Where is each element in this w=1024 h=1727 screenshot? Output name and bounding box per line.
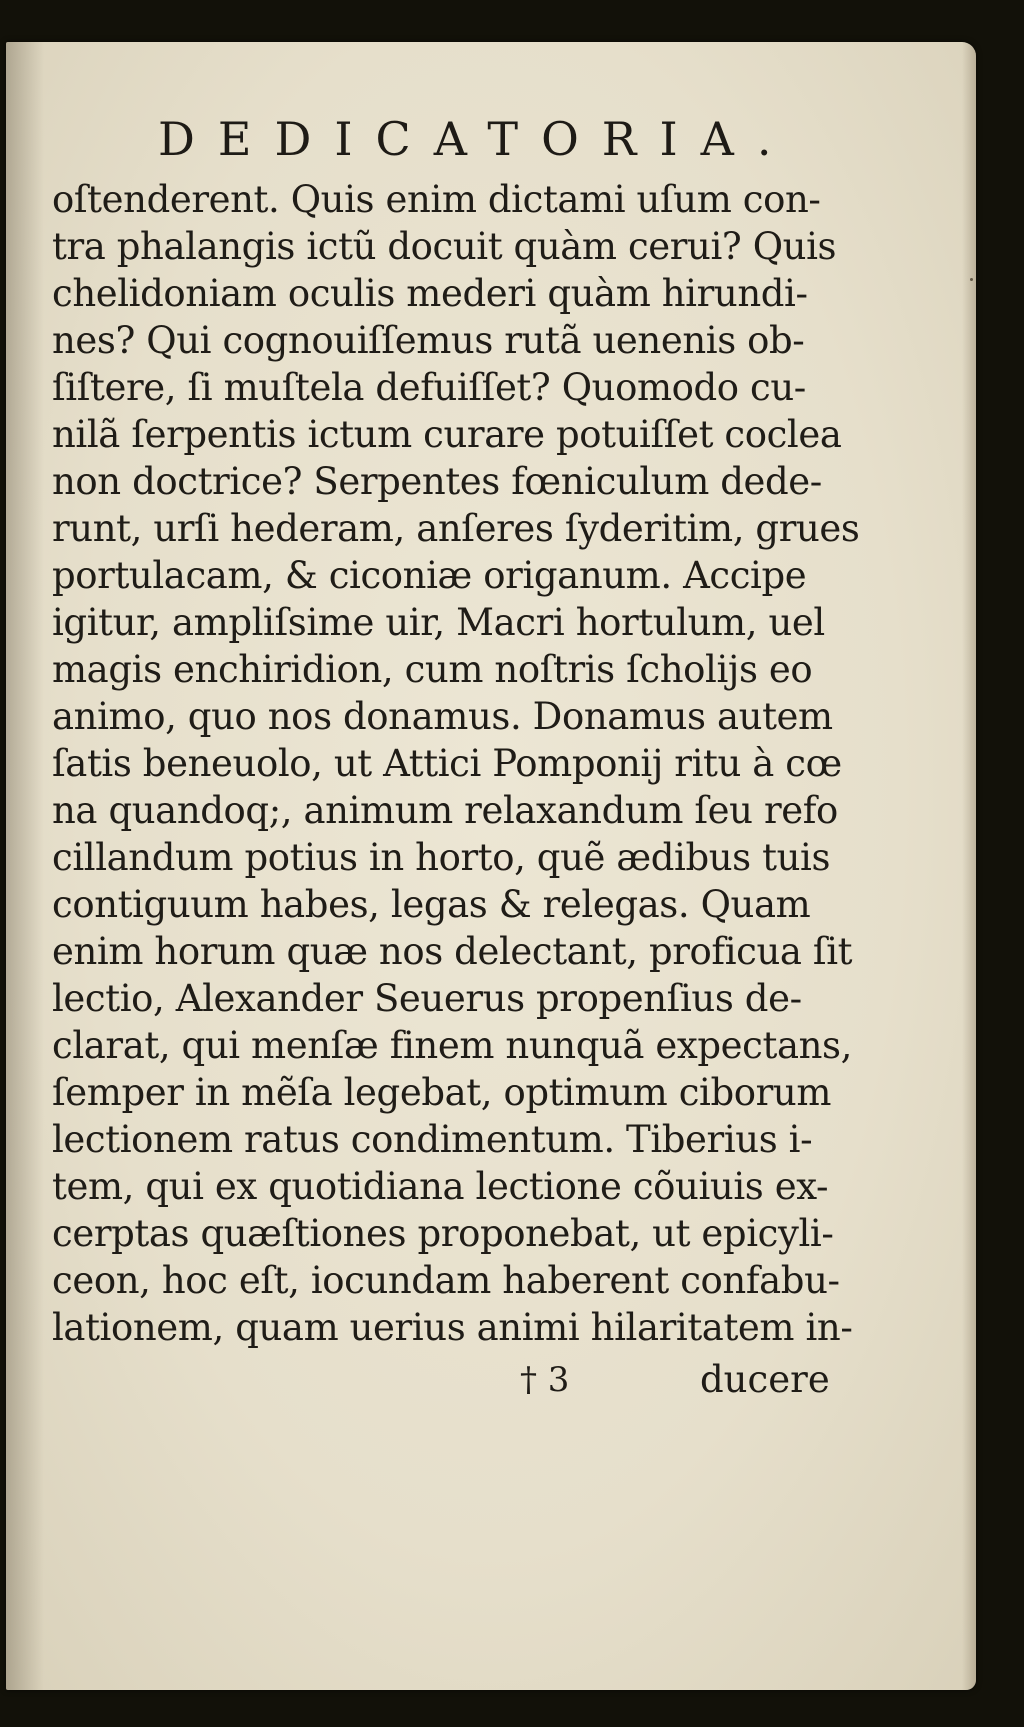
catchword: ducere [700, 1358, 830, 1401]
text-line: lectio, Alexander Seuerus propenſius de- [52, 977, 802, 1020]
text-line: contiguum habes, legas & relegas. Quam [52, 883, 811, 926]
text-line: ſemper in mẽſa legebat, optimum ciborum [52, 1071, 832, 1114]
text-line: cerptas quæſtiones proponebat, ut epicyli- [52, 1212, 834, 1255]
text-line: non doctrice? Serpentes fœniculum dede- [52, 460, 822, 503]
text-line: na quandoq;, animum relaxandum ſeu refo [52, 789, 838, 832]
text-line: chelidoniam oculis mederi quàm hirundi- [52, 272, 808, 315]
ink-speck [970, 278, 973, 281]
text-line: tem, qui ex quotidiana lectione cõuiuis ex- [52, 1165, 829, 1208]
text-line: clarat, qui menſæ finem nunquã expectans, [52, 1024, 853, 1067]
text-line: ceon, hoc eſt, iocundam haberent confabu- [52, 1259, 840, 1302]
text-line: runt, urſi hederam, anſeres ſyderitim, grues [52, 507, 860, 550]
text-line: enim horum quæ nos delectant, proficua ſit [52, 930, 853, 973]
text-line: nes? Qui cognouiſſemus rutã uenenis ob- [52, 319, 805, 362]
text-line: lectionem ratus condimentum. Tiberius i- [52, 1118, 813, 1161]
text-line: magis enchiridion, cum noſtris ſcholijs eo [52, 648, 813, 691]
text-line: tra phalangis ictũ docuit quàm cerui? Quis [52, 225, 837, 268]
text-line: nilã ſerpentis ictum curare potuiſſet coclea [52, 413, 842, 456]
text-line: animo, quo nos donamus. Donamus autem [52, 695, 833, 738]
text-line: oſtenderent. Quis enim dictami uſum con- [52, 178, 821, 221]
signature-mark: † 3 [520, 1360, 570, 1400]
text-line: igitur, ampliſsime uir, Macri hortulum, uel [52, 601, 825, 644]
running-head: DEDICATORIA. [158, 112, 795, 166]
text-line: lationem, quam uerius animi hilaritatem in- [52, 1306, 853, 1349]
text-line: ſiſtere, ſi muſtela defuiſſet? Quomodo cu- [52, 366, 806, 409]
body-text [52, 176, 860, 1351]
text-line: portulacam, & ciconiæ origanum. Accipe [52, 554, 807, 597]
text-line: ſatis beneuolo, ut Attici Pomponij ritu à cœ [52, 742, 842, 785]
text-line: cillandum potius in horto, quẽ ædibus tuis [52, 836, 831, 879]
